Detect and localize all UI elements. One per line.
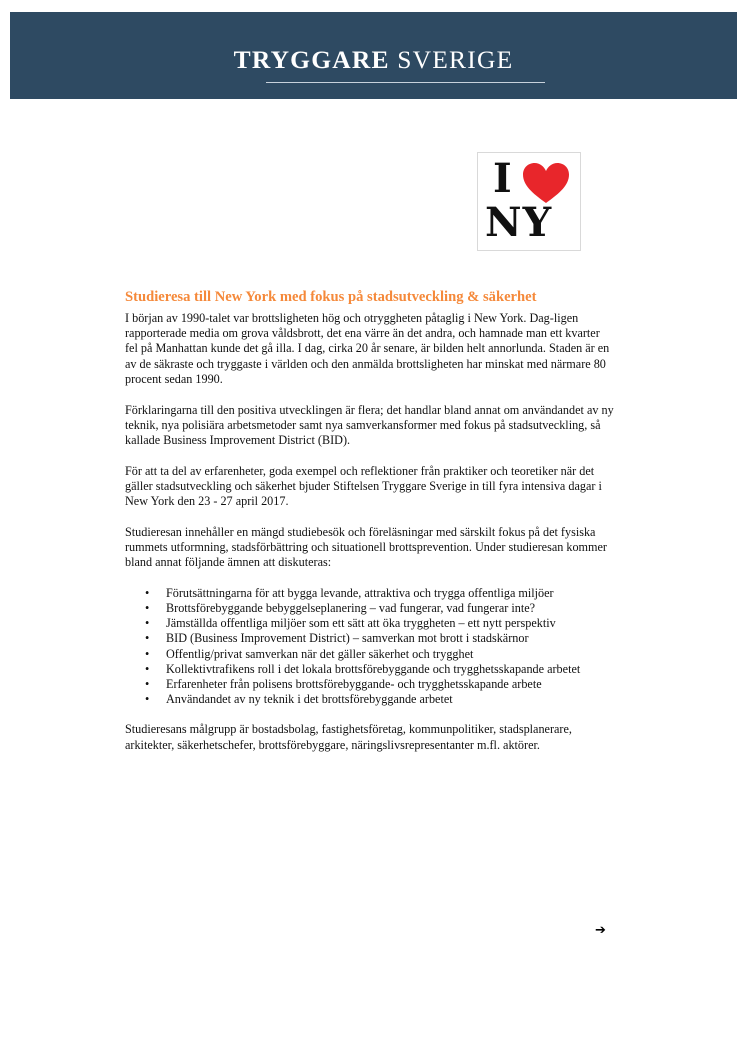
logo-letter-i: I — [493, 155, 512, 202]
brand-bold: TRYGGARE — [233, 45, 390, 74]
list-item-text: Användandet av ny teknik i det brottsförebyggande arbetet — [166, 692, 453, 707]
paragraph: I början av 1990-talet var brottsligheten hög och otryggheten påtaglig i New York. Dag-ligen rapporterade media om grova våldsbrott, det ena värre än det andra, och hamnade man ett kvarter fel på Manhattan kunde det gå illa. I dag, cirka 20 år senare, är bilden helt annorlunda. Staden är en av de säkraste och tryggaste i världen och den anmälda brottsligheten har minskat med närmare 80 procent sedan 1990. — [125, 311, 610, 386]
i-love-ny-logo — [477, 152, 581, 251]
brand-light: SVERIGE — [397, 45, 514, 74]
bullet-icon: • — [145, 692, 150, 707]
article — [125, 288, 625, 768]
list-item — [145, 616, 625, 631]
paragraph: För att ta del av erfarenheter, goda exempel och reflektioner från praktiker och teoretiker när det gäller stadsutveckling och säkerhet bjuder Stiftelsen Tryggare Sverige in till fyra intensiva dagar i New York den 23 - 27 april 2017. — [125, 463, 602, 509]
list-item-text: Brottsförebyggande bebyggelseplanering – vad fungerar, vad fungerar inte? — [166, 601, 536, 616]
list-item — [145, 677, 625, 692]
list-item — [145, 692, 625, 707]
paragraph: Studieresans målgrupp är bostadsbolag, fastighetsföretag, kommunpolitiker, stadsplanerare, arkitekter, säkerhetschefer, brottsförebyggare, näringslivsrepresentanter m.fl. aktörer. — [125, 722, 572, 752]
list-item — [145, 662, 625, 677]
bullet-icon: • — [145, 616, 150, 631]
header-banner — [10, 12, 737, 99]
next-page-arrow-icon: ➔ — [595, 923, 606, 938]
article-heading: Studieresa till New York med fokus på stadsutveckling & säkerhet — [125, 289, 537, 305]
list-item — [145, 586, 625, 601]
list-item — [145, 647, 625, 662]
heart-icon — [522, 162, 570, 204]
paragraph: Förklaringarna till den positiva utvecklingen är flera; det handlar bland annat om användandet av ny teknik, nya polisiära arbetsmetoder samt nya samverkansformer med fokus på stadsutveckling, så kallade Business Improvement District (BID). — [125, 402, 614, 447]
bullet-icon: • — [145, 646, 150, 661]
list-item-text: Offentlig/privat samverkan när det gäller säkerhet och trygghet — [166, 646, 474, 661]
brand-underline — [266, 82, 545, 83]
bullet-icon: • — [145, 631, 150, 646]
bullet-icon: • — [145, 585, 150, 600]
bullet-icon: • — [145, 661, 150, 676]
list-item-text: Erfarenheter från polisens brottsförebyggande- och trygghetsskapande arbete — [166, 677, 542, 692]
list-item — [145, 631, 625, 646]
list-item-text: Jämställda offentliga miljöer som ett sätt att öka tryggheten – ett nytt perspektiv — [166, 616, 556, 631]
topic-list — [145, 586, 625, 708]
bullet-icon: • — [145, 601, 150, 616]
brand-name — [10, 46, 737, 74]
bullet-icon: • — [145, 677, 150, 692]
list-item-text: BID (Business Improvement District) – samverkan mot brott i stadskärnor — [166, 631, 529, 646]
logo-letters-ny: NY — [485, 199, 553, 246]
list-item-text: Förutsättningarna för att bygga levande, attraktiva och trygga offentliga miljöer — [166, 585, 554, 600]
paragraph: Studieresan innehåller en mängd studiebesök och föreläsningar med särskilt fokus på det fysiska rummets utformning, stadsförbättring och situationell brottsprevention. Under studieresan kommer bland annat följande ämnen att diskuteras: — [125, 524, 607, 570]
list-item-text: Kollektivtrafikens roll i det lokala brottsförebyggande och trygghetsskapande arbetet — [166, 661, 581, 676]
list-item — [145, 601, 625, 616]
